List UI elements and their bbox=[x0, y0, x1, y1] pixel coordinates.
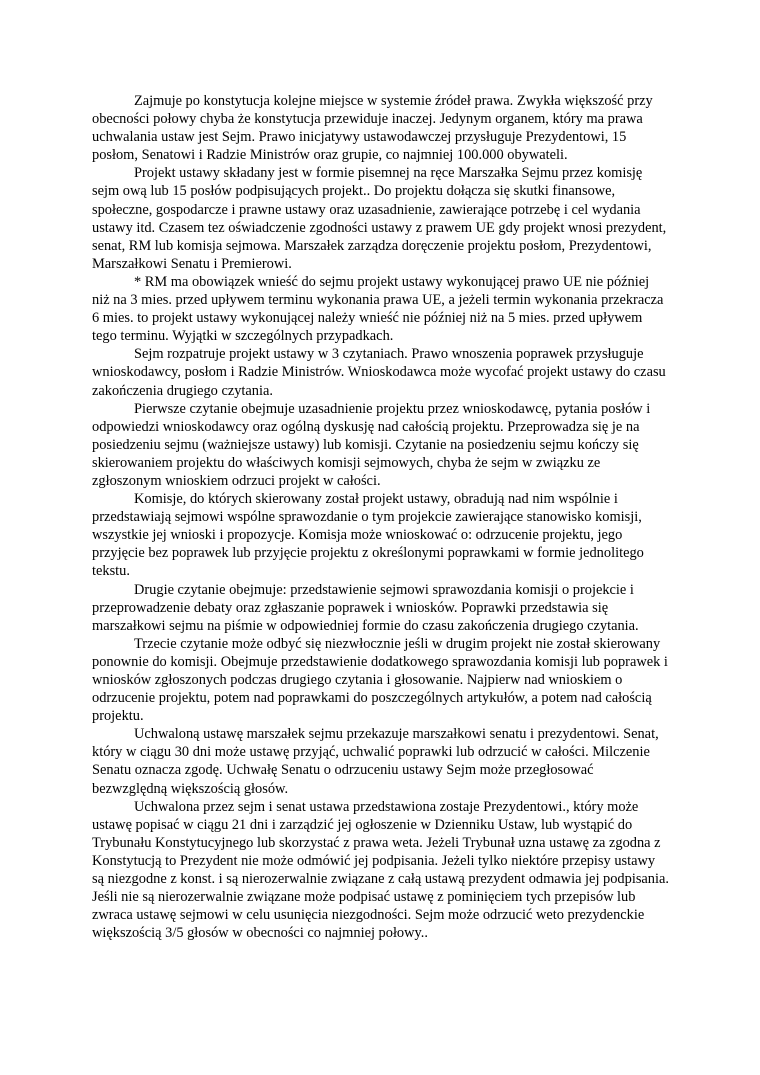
paragraph-8: Trzecie czytanie może odbyć się niezwłocznie jeśli w drugim projekt nie został skierowany ponownie do komisji. Obejmuje przedstawienie dodatkowego sprawozdania komisji lub poprawek i wniosków zgłoszonych podczas drugiego czytania i głosowanie. Najpierw nad wnioskiem o odrzucenie projektu, potem nad poprawkami do poszczególnych artykułów, a potem nad całością projektu. bbox=[92, 635, 668, 725]
paragraph-6: Komisje, do których skierowany został projekt ustawy, obradują nad nim wspólnie i przedstawiają sejmowi wspólne sprawozdanie o tym projekcie zawierające stanowisko komisji, wszystkie jej wnioski i propozycje. Komisja może wnioskować o: odrzucenie projektu, jego przyjęcie bez poprawek lub przyjęcie projektu z określonymi poprawkami w formie jednolitego tekstu. bbox=[92, 491, 644, 580]
paragraph-4: Sejm rozpatruje projekt ustawy w 3 czytaniach. Prawo wnoszenia poprawek przysługuje wnioskodawcy, posłom i Radzie Ministrów. Wnioskodawca może wycofać projekt ustawy do czasu zakończenia drugiego czytania. bbox=[92, 346, 666, 399]
paragraph-3: * RM ma obowiązek wnieść do sejmu projekt ustawy wykonującej prawo UE nie później niż na 3 mies. przed upływem terminu wykonania prawa UE, a jeżeli termin wykonania przekracza 6 mies. to projekt ustawy wykonującej należy wnieść nie później niż na 5 mies. przed upływem tego terminu. Wyjątki w szczególnych przypadkach. bbox=[92, 273, 664, 345]
paragraph-5: Pierwsze czytanie obejmuje uzasadnienie projektu przez wnioskodawcę, pytania posłów i odpowiedzi wnioskodawcy oraz ogólną dyskusję nad całością projektu. Przeprowadza się je na posiedzeniu sejmu (ważniejsze ustawy) lub komisji. Czytanie na posiedzeniu sejmu kończy się skierowaniem projektu do właściwych komisji sejmowych, chyba że sejm w związku ze zgłoszonym wnioskiem odrzuci projekt w całości. bbox=[92, 400, 651, 489]
document-body bbox=[92, 92, 670, 942]
paragraph-10: Uchwalona przez sejm i senat ustawa przedstawiona zostaje Prezydentowi., który może ustawę popisać w ciągu 21 dni i zarządzić jej ogłoszenie w Dzienniku Ustaw, lub wystąpić do Trybunału Konstytucyjnego lub skorzystać z prawa weta. Jeżeli Trybunał uzna ustawę za zgodna z Konstytucją to Prezydent nie może odmówić jej podpisania. Jeżeli tylko niektóre przepisy ustawy są niezgodne z konst. i są nierozerwalnie związane z całą ustawą prezydent odmawia jej podpisania. Jeśli nie są nierozerwalnie związane może podpisać ustawę z pominięciem tych przepisów lub zwraca ustawę sejmowi w celu usunięcia niezgodności. Sejm może odrzucić weto prezydenckie większością 3/5 głosów w obecności co najmniej połowy.. bbox=[92, 798, 669, 942]
paragraph-9: Uchwaloną ustawę marszałek sejmu przekazuje marszałkowi senatu i prezydentowi. Senat, który w ciągu 30 dni może ustawę przyjąć, uchwalić poprawki lub odrzucić w całości. Milczenie Senatu oznacza zgodę. Uchwałę Senatu o odrzuceniu ustawy Sejm może przegłosować bezwzględną większością głosów. bbox=[92, 726, 659, 797]
paragraph-7: Drugie czytanie obejmuje: przedstawienie sejmowi sprawozdania komisji o projekcie i przeprowadzenie debaty oraz zgłaszanie poprawek i wniosków. Poprawki przedstawia się marszałkowi sejmu na piśmie w odpowiedniej formie do czasu zakończenia drugiego czytania. bbox=[92, 581, 639, 634]
paragraph-2: Projekt ustawy składany jest w formie pisemnej na ręce Marszałka Sejmu przez komisję sejm ową lub 15 posłów podpisujących projekt.. Do projektu dołącza się skutki finansowe, społeczne, gospodarcze i prawne ustawy oraz uzasadnienie, zawierające potrzebę i cel wydania ustawy itd. Czasem tez oświadczenie zgodności ustawy z prawem UE gdy projekt wnosi prezydent, senat, RM lub komisja sejmowa. Marszałek zarządza doręczenie projektu posłom, Prezydentowi, Marszałkowi Senatu i Premierowi. bbox=[92, 165, 667, 272]
paragraph-1: Zajmuje po konstytucja kolejne miejsce w systemie źródeł prawa. Zwykła większość przy obecności połowy chyba że konstytucja przewiduje inaczej. Jedynym organem, który ma prawa uchwalania ustaw jest Sejm. Prawo inicjatywy ustawodawczej przysługuje Prezydentowi, 15 posłom, Senatowi i Radzie Ministrów oraz grupie, co najmniej 100.000 obywateli. bbox=[92, 93, 653, 164]
